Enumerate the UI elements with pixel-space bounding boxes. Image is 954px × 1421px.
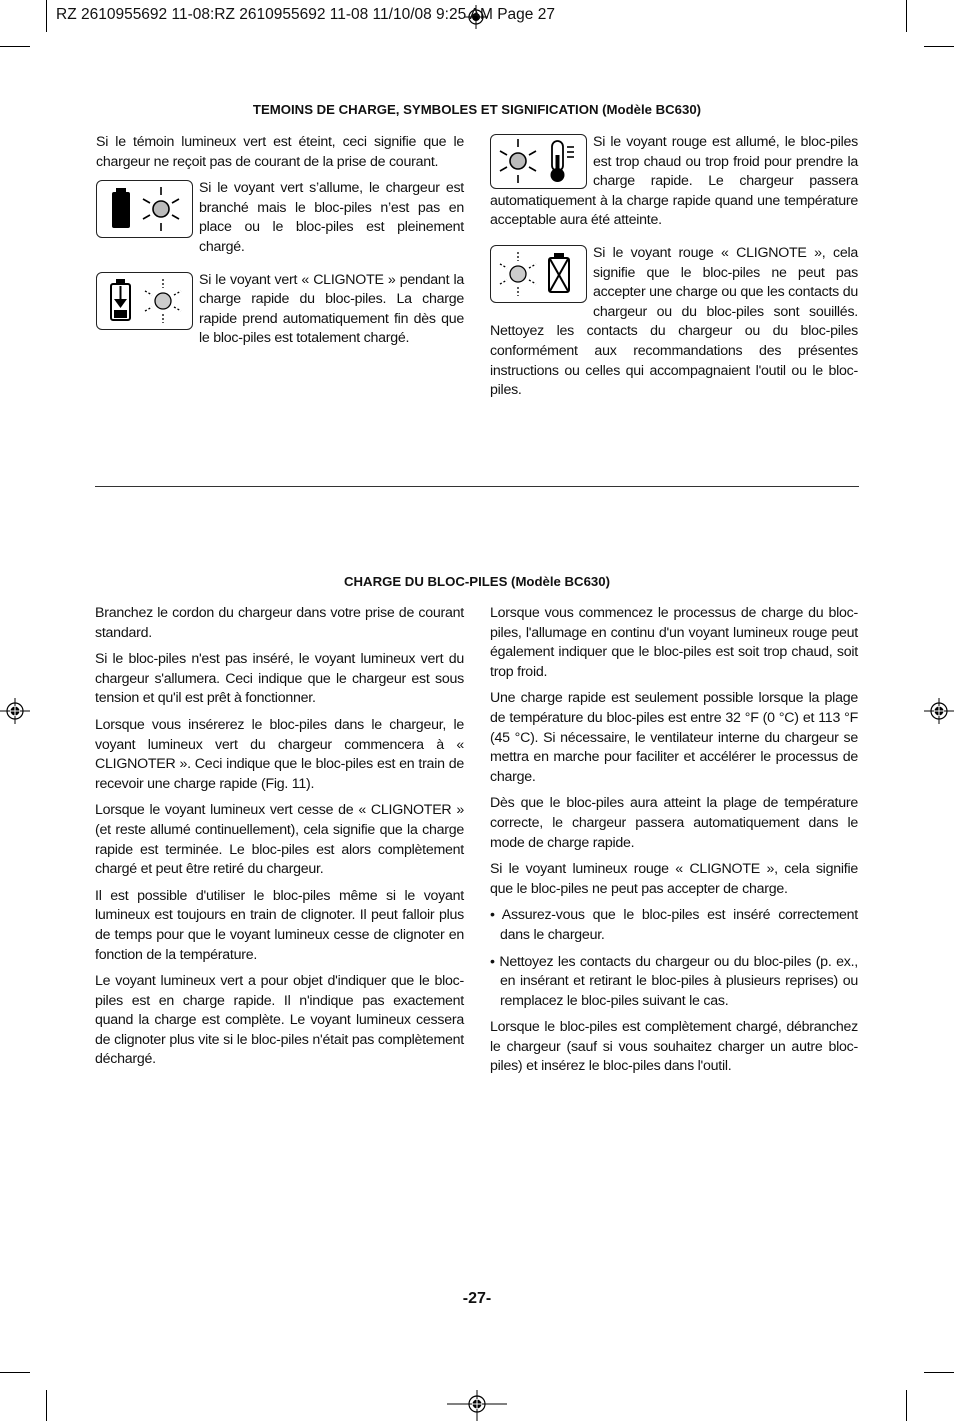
paragraph: Une charge rapide est seulement possible lorsque la plage de température du bloc-piles est entre 32 °F (0 °C) et 113 °F (45 °C). Si nécessaire, le ventilateur interne du chargeur se mettra en marche pour faciliter et accélérer le processus de charge. [490, 690, 858, 785]
paragraph: Lorsque le bloc-piles est complètement chargé, débranchez le chargeur (sauf si vous souhaitez charger un autre bloc-piles) et insérez le bloc-piles dans l'outil. [490, 1019, 858, 1075]
paragraph: Si le voyant rouge « CLIGNOTE », cela signifie que le bloc-piles ne peut pas accepter une charge ou que les contacts du chargeur ou du bloc-piles sont souillés. Nettoyez les contacts du chargeur ou du bloc-piles conformément aux recommandations des présentes instructions ou celles qui accompagnaient l'outil ou le bloc-piles. [490, 244, 858, 399]
crop-mark [906, 0, 907, 32]
paragraph: Si le bloc-piles n'est pas inséré, le voyant lumineux vert du chargeur s'allumera. Ceci indique que le chargeur est sous tension et qu'il est prêt à fonctionner. [95, 651, 464, 707]
green-led-blinking-icon [145, 279, 181, 323]
paragraph: Si le voyant vert « CLIGNOTE » pendant la charge rapide du bloc-piles. La charge rapide prend automatiquement fin dès que le bloc-piles est totalement chargé. [199, 271, 464, 347]
crop-mark [906, 1390, 907, 1421]
section-title: TEMOINS DE CHARGE, SYMBOLES ET SIGNIFICATION (Modèle BC630) [252, 102, 702, 117]
paragraph: Lorsque vous commencez le processus de charge du bloc-piles, l'allumage en continu d'un voyant lumineux rouge peut également indiquer que le bloc-piles est soit trop chaud, soit trop froid. [490, 605, 858, 680]
paragraph: Dès que le bloc-piles aura atteint la plage de température correcte, le chargeur passera automatiquement dans le mode de charge rapide. [490, 795, 858, 851]
crop-mark [0, 46, 30, 47]
registration-mark-icon [924, 696, 954, 726]
battery-charging-icon [111, 279, 130, 320]
section1-left-column [96, 133, 464, 356]
section-divider [95, 486, 859, 487]
indicator-green-on [96, 180, 193, 238]
battery-full-icon [112, 188, 130, 228]
paragraph: Lorsque le voyant lumineux vert cesse de « CLIGNOTER » (et reste allumé continuellement), cela signifie que la charge rapide est terminée. Le bloc-piles est alors complètement chargé et peut être retiré du chargeur. [95, 802, 464, 878]
section2-right-column [490, 604, 858, 1084]
crop-mark [46, 0, 47, 32]
crop-mark [924, 46, 954, 47]
crop-mark [924, 1372, 954, 1373]
indicator-red-on [490, 134, 587, 189]
paragraph: Le voyant lumineux vert a pour objet d'indiquer que le bloc-piles est en charge rapide. Il n'indique pas exactement quand la charge est complète. Le voyant lumineux cessera de clignoter plus vite si le bloc-piles n'était pas complètement déchargé. [95, 973, 464, 1068]
indicator-green-blinking [96, 272, 193, 330]
section1-right-column [490, 133, 858, 408]
paragraph: Si le voyant vert s’allume, le chargeur est branché mais le bloc-piles n’est pas en place ou le bloc-piles est pleinement chargé. [199, 180, 464, 255]
green-led-on-icon [143, 187, 179, 231]
section2-left-column [95, 604, 464, 1077]
paragraph: Branchez le cordon du chargeur dans votre prise de courant standard. [95, 605, 464, 641]
thermometer-icon [551, 141, 575, 182]
crop-mark [46, 1390, 47, 1421]
paragraph: Si le voyant rouge est allumé, le bloc-piles est trop chaud ou trop froid pour prendre la charge rapide. Le chargeur passera automatiquement à la charge rapide quand une température acceptable aura été atteinte. [490, 134, 858, 229]
red-led-blinking-icon [500, 252, 536, 296]
paragraph: Si le voyant lumineux rouge « CLIGNOTE », cela signifie que le bloc-piles ne peut pas accepter de charge. [490, 861, 858, 897]
crop-mark [0, 1372, 30, 1373]
bullet-item: • Assurez-vous que le bloc-piles est inséré correctement dans le chargeur. [490, 907, 858, 943]
paragraph: Il est possible d'utiliser le bloc-piles même si le voyant lumineux est toujours en train de clignoter. Il peut falloir plus de temps pour que le voyant lumineux cesse de clignoter en fonction de la température. [95, 887, 464, 963]
bullet-item: • Nettoyez les contacts du chargeur ou du bloc-piles (p. ex., en insérant et retirant le bloc-piles à plusieurs reprises) ou remplacez le bloc-piles suivant le cas. [490, 953, 858, 1009]
print-slug: RZ 2610955692 11-08:RZ 2610955692 11-08 11/10/08 9:25 AM Page 27 [56, 6, 555, 23]
registration-mark-icon [0, 696, 30, 726]
section-title: CHARGE DU BLOC-PILES (Modèle BC630) [344, 574, 610, 589]
indicator-red-blinking [490, 245, 587, 303]
red-led-on-icon [500, 139, 536, 183]
paragraph: Si le témoin lumineux vert est éteint, ceci signifie que le chargeur ne reçoit pas de courant de la prise de courant. [96, 134, 464, 170]
paragraph: Lorsque vous insérerez le bloc-piles dans le chargeur, le voyant lumineux vert du chargeur commencera à « CLIGNOTER ». Ceci indique que le bloc-piles est en train de recevoir une charge rapide (Fig. 11). [95, 716, 464, 792]
registration-mark-icon [447, 1390, 507, 1421]
page-number: -27- [462, 1290, 492, 1307]
battery-defective-icon [549, 253, 569, 292]
